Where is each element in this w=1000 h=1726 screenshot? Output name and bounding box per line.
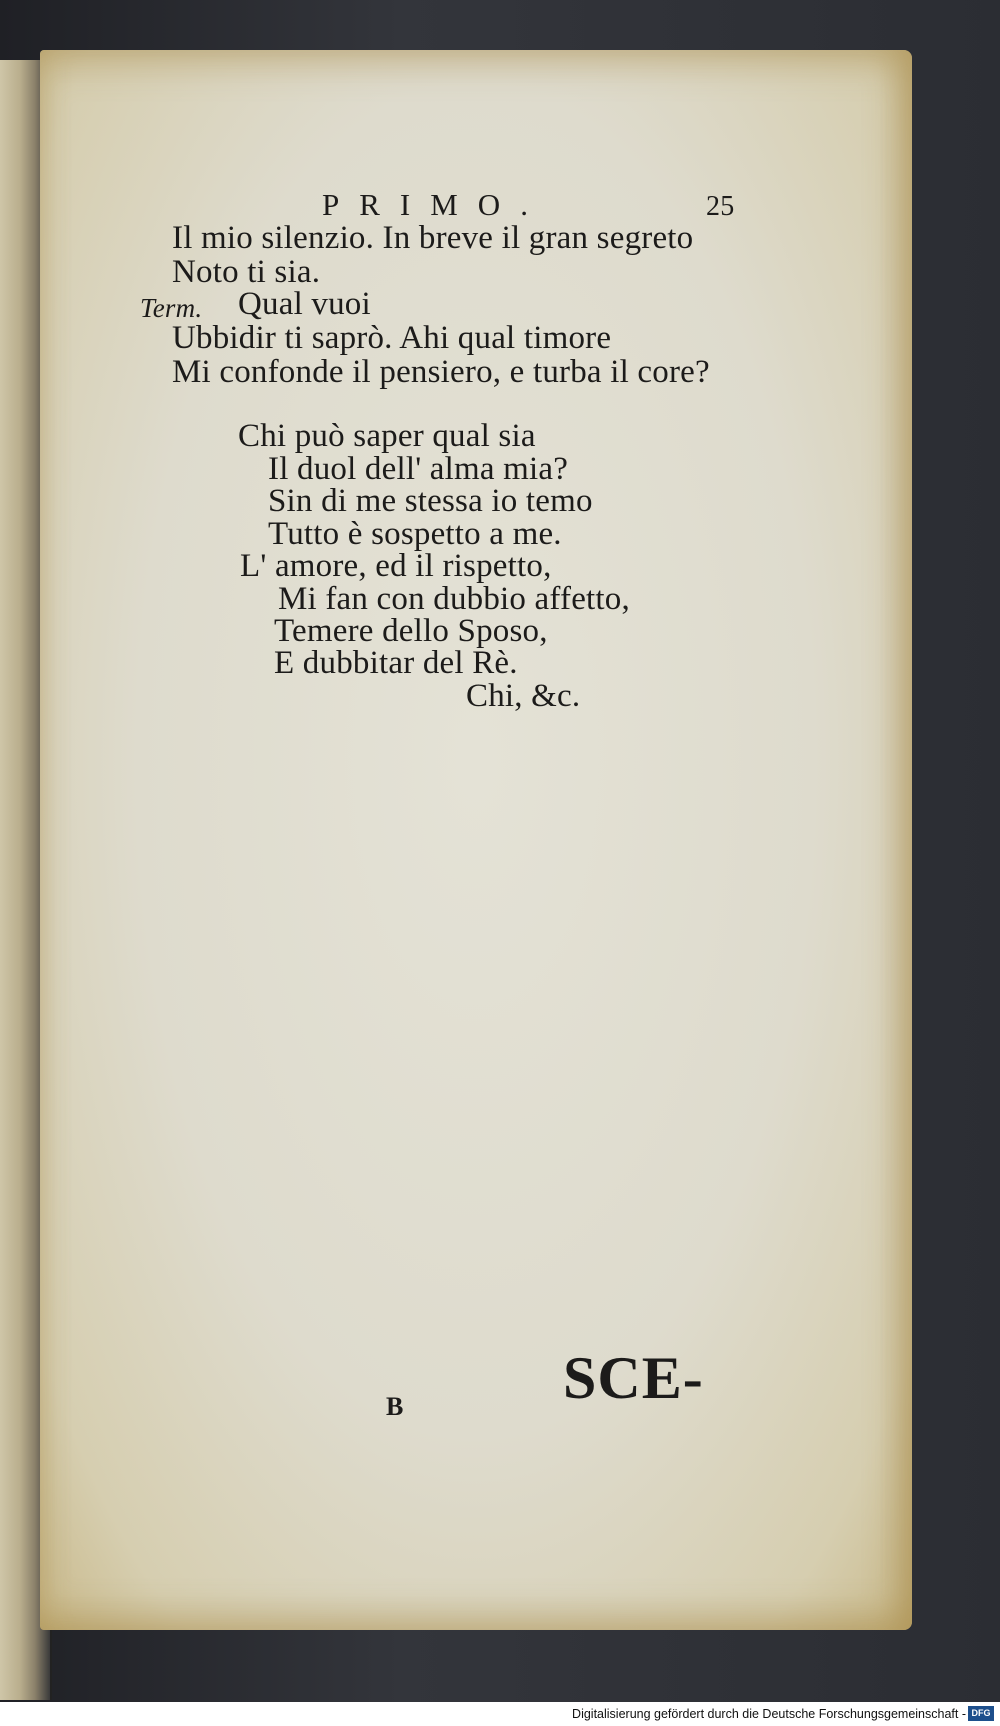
book-page [40,50,912,1630]
aria-line: Il duol dell' alma mia? [268,451,569,487]
footer-credit: Digitalisierung gefördert durch die Deutsche Forschungsgemeinschaft - [572,1707,966,1721]
page-number: 25 [706,191,735,222]
aria-line: E dubbitar del Rè. [274,645,518,681]
dfg-logo: DFG [968,1706,994,1721]
signature-mark: B [386,1392,404,1421]
catchword: SCE- [563,1345,704,1411]
dialogue-line: Noto ti sia. [172,254,321,290]
dialogue-line: Qual vuoi [238,286,371,322]
dialogue-line: Mi confonde il pensiero, e turba il core? [172,354,710,390]
dialogue-line: Il mio silenzio. In breve il gran segreto [172,220,694,256]
aria-line: Tutto è sospetto a me. [268,516,562,552]
aria-refrain: Chi, &c. [466,678,581,714]
aria-line: Temere dello Sposo, [274,613,548,649]
running-head: PRIMO. [322,187,548,222]
aria-line: Sin di me stessa io temo [268,483,593,519]
aria-line: L' amore, ed il rispetto, [240,548,552,584]
dialogue-line: Ubbidir ti saprò. Ahi qual timore [172,320,612,356]
digitization-footer [0,1702,1000,1726]
aria-line: Mi fan con dubbio affetto, [278,581,630,617]
aria-line: Chi può saper qual sia [238,418,536,454]
speaker-name: Term. [140,293,203,323]
